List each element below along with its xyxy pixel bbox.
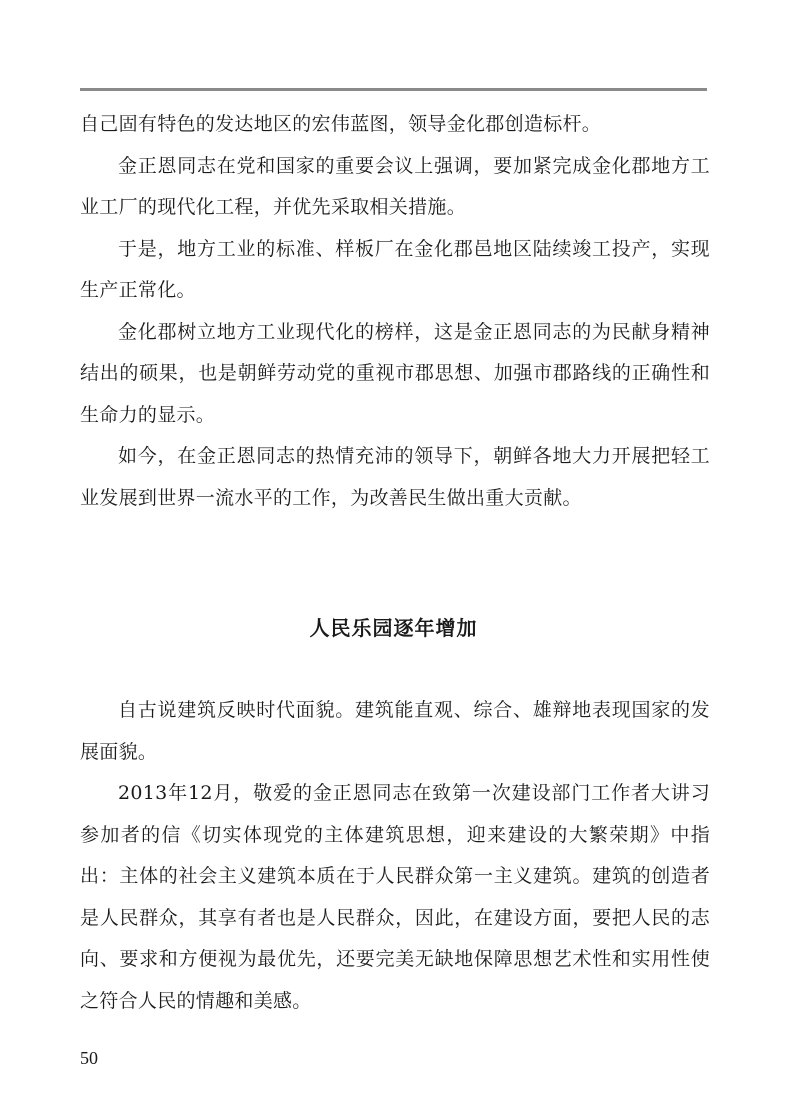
paragraph: 如今，在金正恩同志的热情充沛的领导下，朝鲜各地大力开展把轻工业发展到世界一流水平的工作，为改善民生做出重大贡献。 (80, 445, 710, 509)
page-number: 50 (80, 1048, 98, 1068)
header-rule (80, 88, 707, 91)
paragraph: 2013年12月，敬爱的金正恩同志在致第一次建设部门工作者大讲习参加者的信《切实体现党的主体建筑思想，迎来建设的大繁荣期》中指出：主体的社会主义建筑本质在于人民群众第一主义建筑。建筑的创造者是人民群众，其享有者也是人民群众，因此，在建设方面，要把人民的志向、要求和方便视为最优先，还要完美无缺地保障思想艺术性和实用性使之符合人民的情趣和美感。 (80, 782, 710, 1012)
text-block-section (80, 690, 710, 1022)
paragraph: 自古说建筑反映时代面貌。建筑能直观、综合、雄辩地表现国家的发展面貌。 (80, 699, 710, 763)
text-block-top (80, 104, 710, 519)
paragraph: 金正恩同志在党和国家的重要会议上强调，要加紧完成金化郡地方工业工厂的现代化工程，并优先采取相关措施。 (80, 154, 710, 218)
section-title: 人民乐园逐年增加 (309, 616, 478, 640)
paragraph: 于是，地方工业的标准、样板厂在金化郡邑地区陆续竣工投产，实现生产正常化。 (80, 237, 710, 301)
paragraph: 金化郡树立地方工业现代化的榜样，这是金正恩同志的为民献身精神结出的硕果，也是朝鲜劳动党的重视市郡思想、加强市郡路线的正确性和生命力的显示。 (80, 320, 710, 426)
paragraph-continued: 自己固有特色的发达地区的宏伟蓝图，领导金化郡创造标杆。 (80, 113, 602, 135)
